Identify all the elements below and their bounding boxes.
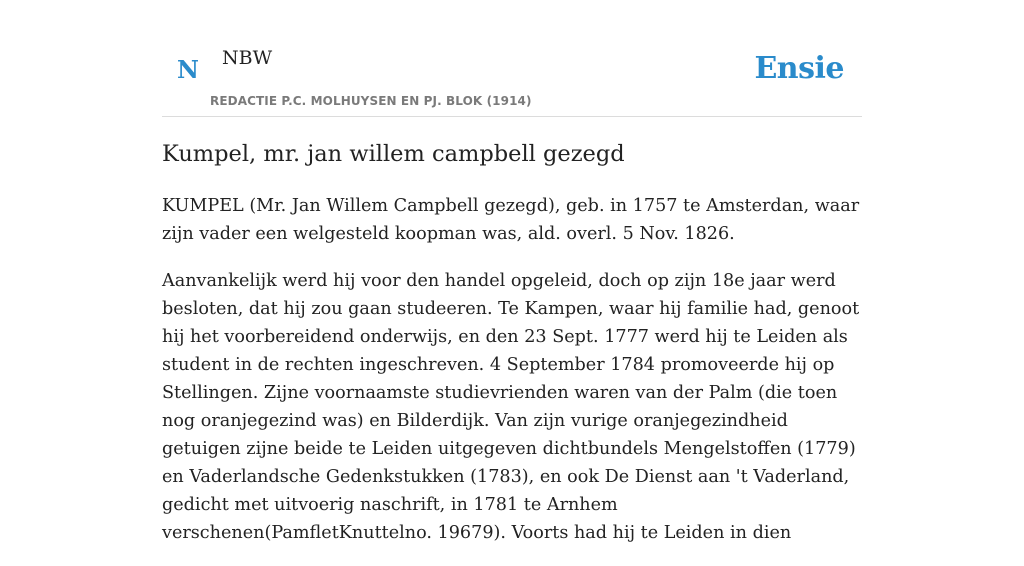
brand-logo[interactable]: Ensie <box>754 51 844 86</box>
article-paragraph: Aanvankelijk werd hij voor den handel opgeleid, doch op zijn 18e jaar werd besloten, dat hij zou gaan studeeren. Te Kampen, waar hij familie had, genoot hij het voorbereidend onderwijs, en den 23 Sept. 1777 werd hij te Leiden als student in de rechten ingeschreven. 4 September 1784 promoveerde hij op Stellingen. Zijne voornaamste studievrienden waren van der Palm (die toen nog oranjegezind was) en Bilderdijk. Van zijn vurige oranjegezindheid getuigen zijne beide te Leiden uitgegeven dichtbundels Mengelstoffen (1779) en Vaderlandsche Gedenkstukken (1783), en ook De Dienst aan 't Vaderland, gedicht met uitvoerig naschrift, in 1781 te Arnhem verschenen(PamfletKnuttelno. 19679). Voorts had hij te Leiden in dien <box>162 271 860 543</box>
source-subtitle: REDACTIE P.C. MOLHUYSEN EN PJ. BLOK (1914) <box>210 94 532 108</box>
site-header <box>162 0 862 117</box>
page-container <box>162 0 862 543</box>
source-name[interactable]: NBW <box>222 47 273 69</box>
article-body <box>162 192 872 566</box>
article-title: Kumpel, mr. jan willem campbell gezegd <box>162 141 625 167</box>
article-paragraph: KUMPEL (Mr. Jan Willem Campbell gezegd), geb. in 1757 te Amsterdan, waar zijn vader een welgesteld koopman was, ald. overl. 5 Nov. 1826. <box>162 196 860 244</box>
source-logo-icon[interactable]: N <box>177 55 199 84</box>
